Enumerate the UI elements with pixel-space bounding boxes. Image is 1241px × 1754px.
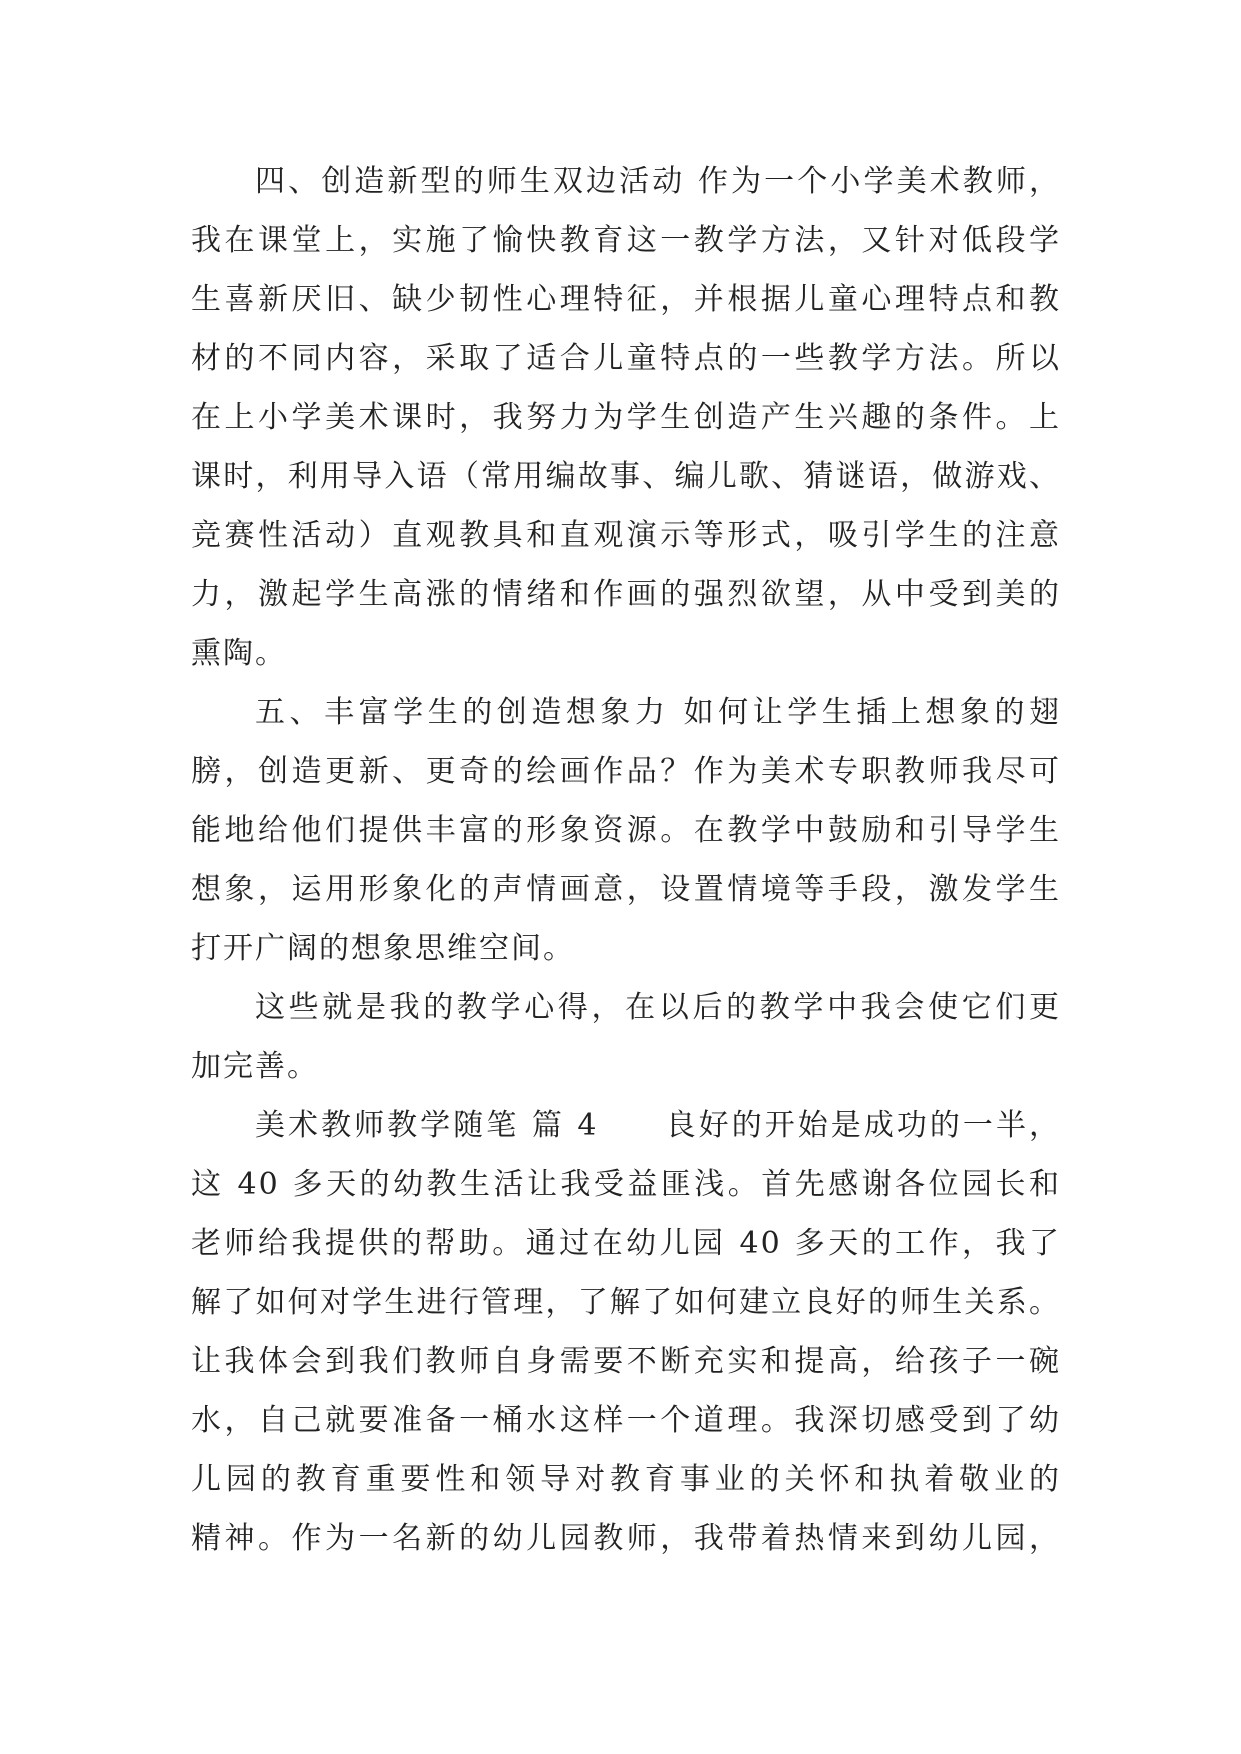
text-line: 五、丰富学生的创造想象力 如何让学生插上想象的翅 (255, 695, 1061, 730)
text-line: 课时，利用导入语（常用编故事、编儿歌、猜谜语，做游戏、 (191, 459, 1061, 494)
text-line: 想象，运用形象化的声情画意，设置情境等手段，激发学生 (191, 872, 1061, 907)
text-line: 加完善。 (191, 1049, 319, 1084)
text-line: 美术教师教学随笔 篇 4 良好的开始是成功的一半， (255, 1108, 1061, 1143)
text-line: 儿园的教育重要性和领导对教育事业的关怀和执着敬业的 (191, 1462, 1061, 1497)
text-line: 解了如何对学生进行管理，了解了如何建立良好的师生关系。 (191, 1285, 1061, 1320)
text-line: 我在课堂上，实施了愉快教育这一教学方法，又针对低段学 (191, 223, 1061, 258)
text-line: 竞赛性活动）直观教具和直观演示等形式，吸引学生的注意 (191, 518, 1061, 553)
text-line: 熏陶。 (191, 636, 287, 671)
text-line: 在上小学美术课时，我努力为学生创造产生兴趣的条件。上 (191, 400, 1061, 435)
text-line: 能地给他们提供丰富的形象资源。在教学中鼓励和引导学生 (191, 813, 1061, 848)
text-line: 老师给我提供的帮助。通过在幼儿园 40 多天的工作，我了 (191, 1226, 1061, 1261)
text-line: 打开广阔的想象思维空间。 (191, 931, 575, 966)
text-line: 膀，创造更新、更奇的绘画作品？作为美术专职教师我尽可 (191, 754, 1061, 789)
text-line: 让我体会到我们教师自身需要不断充实和提高，给孩子一碗 (191, 1344, 1061, 1379)
text-line: 生喜新厌旧、缺少韧性心理特征，并根据儿童心理特点和教 (191, 282, 1061, 317)
text-line: 这些就是我的教学心得，在以后的教学中我会使它们更 (255, 990, 1061, 1025)
text-line: 材的不同内容，采取了适合儿童特点的一些教学方法。所以 (191, 341, 1061, 376)
body-text (191, 152, 1061, 1568)
text-line: 精神。作为一名新的幼儿园教师，我带着热情来到幼儿园， (191, 1521, 1061, 1556)
text-line: 四、创造新型的师生双边活动 作为一个小学美术教师， (255, 164, 1061, 199)
text-line: 力，激起学生高涨的情绪和作画的强烈欲望，从中受到美的 (191, 577, 1061, 612)
text-line: 这 40 多天的幼教生活让我受益匪浅。首先感谢各位园长和 (191, 1167, 1061, 1202)
text-line: 水，自己就要准备一桶水这样一个道理。我深切感受到了幼 (191, 1403, 1061, 1438)
